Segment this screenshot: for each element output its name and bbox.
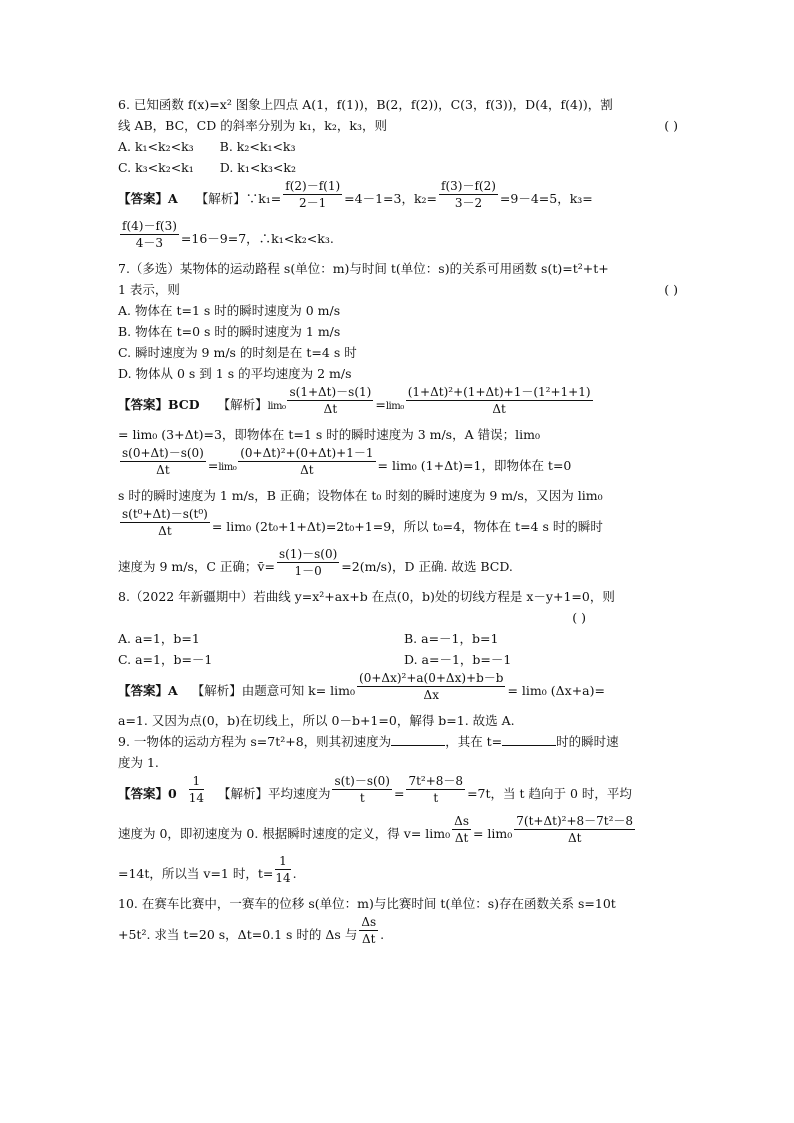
fraction: $\frac{f(3)-f(2)}{3-2}$	[441, 179, 496, 210]
q7-explanation-line2: = lim₀ (3+Δt)=3，即物体在 t=1 s 时的瞬时速度为 3 m/s，A 错误；lim₀	[118, 427, 540, 442]
q10-stem-line2: +5t². 求当 t=20 s，Δt=0.1 s 时的 Δs 与 $\frac{\Delta s}{\Delta t}$ .	[118, 915, 385, 946]
fraction: $\frac{\Delta s}{\Delta t}$	[454, 814, 469, 845]
limit-symbol: lim₀	[267, 401, 286, 412]
option-b: B. k₂<k₁<k₃	[219, 139, 296, 154]
q6-explanation-line1: 【答案】A 【解析】∵k₁= $\frac{f(2)-f(1)}{2-1}$ =4－1=3，k₂= $\frac{f(3)-f(2)}{3-2}$ =9－4=5，k₃=	[118, 179, 593, 210]
q6-stem-line1: 6. 已知函数 f(x)=x² 图象上四点 A(1，f(1))，B(2，f(2))，C(3，f(3))，D(4，f(4))，割	[118, 97, 613, 112]
q9-stem-line1: 9. 一物体的运动方程为 s=7t²+8，则其初速度为 ，其在 t= 时的瞬时速	[118, 734, 619, 749]
fraction: $\frac{\text{(0+Δx)²+a(0+Δx)+b－b}}{\Delta x}$	[359, 671, 504, 702]
q9-explanation-line1: 【答案】0 $\frac{1}{14}$ 【解析】平均速度为 $\frac{s(t)-s(0)}{t}$ = $\frac{\text{7t²+8－8}}{t}$ =7t，当 t 趋向于 0 时，平均	[118, 774, 632, 805]
answer-bracket: ( )	[664, 118, 678, 133]
fill-blank	[502, 733, 556, 746]
fraction: $\frac{f(2)-f(1)}{2-1}$	[285, 179, 341, 210]
q8-explanation-line2: a=1. 又因为点(0，b)在切线上，所以 0－b+1=0，解得 b=1. 故选 A.	[118, 713, 515, 728]
fraction: $\frac{s(t)-s(0)}{t}$	[334, 774, 390, 805]
q7-explanation-line6: 速度为 9 m/s，C 正确；v̄= $\frac{s(1)-s(0)}{1-0}$ =2(m/s)，D 正确. 故选 BCD.	[118, 547, 513, 578]
option-d: D. k₁<k₃<k₂	[219, 160, 296, 175]
q7-stem-line2: 1 表示，则 ( )	[118, 279, 678, 300]
option-d: D. a=－1，b=－1	[404, 652, 512, 667]
fill-blank	[391, 733, 445, 746]
q7-option-a: A. 物体在 t=1 s 时的瞬时速度为 0 m/s	[118, 303, 341, 318]
option-c: C. k₃<k₂<k₁	[118, 160, 194, 175]
option-a: A. k₁<k₂<k₃	[118, 139, 194, 154]
page-content	[118, 94, 678, 954]
q7-explanation-line5: $\frac{\text{s(t⁰+Δt)－s(t⁰)}}{\Delta t}$ = lim₀ (2t₀+1+Δt)=2t₀+1=9，所以 t₀=4，物体在 t=4 s 时的瞬时	[122, 507, 603, 538]
q6-options-row1	[118, 136, 678, 157]
q8-options-row1	[118, 628, 678, 649]
q6-stem-line2: 线 AB，BC，CD 的斜率分别为 k₁，k₂，k₃，则 ( )	[118, 115, 678, 136]
answer-bracket: ( )	[664, 282, 678, 297]
option-c: C. a=1，b=－1	[118, 652, 213, 667]
fraction: $\frac{\Delta s}{\Delta t}$	[361, 915, 377, 946]
q7-stem-line1: 7.（多选）某物体的运动路程 s(单位：m)与时间 t(单位：s)的关系可用函数 s(t)=t²+t+	[118, 261, 609, 276]
option-b: B. a=－1，b=1	[404, 631, 499, 646]
fraction: $\frac{\text{7(t+Δt)²+8－7t²－8}}{\Delta t}$	[516, 814, 634, 845]
q7-explanation-line3: $\frac{s(0+\Delta t)-s(0)}{\Delta t}$ =lim₀ $\frac{\text{(0+Δt)²+(0+Δt)+1－1}}{\Delta t}$ = lim₀ (1+Δt)=1，即物体在 t=0	[122, 446, 572, 477]
q6-explanation-line2: $\frac{f(4)-f(3)}{4-3}$ =16－9=7，∴k₁<k₂<k₃.	[122, 219, 334, 250]
q8-stem-line1: 8.（2022 年新疆期中）若曲线 y=x²+ax+b 在点(0，b)处的切线方程是 x－y+1=0，则	[118, 589, 615, 604]
answer-label: 【答案】BCD	[118, 397, 200, 412]
option-a: A. a=1，b=1	[118, 631, 200, 646]
fraction: $\frac{\text{(0+Δt)²+(0+Δt)+1－1}}{\Delta t}$	[240, 446, 374, 477]
answer-label: 【答案】0	[118, 786, 177, 801]
q9-stem-line2: 度为 1.	[118, 755, 159, 770]
q9-explanation-line2: 速度为 0，即初速度为 0. 根据瞬时速度的定义，得 v= lim₀ $\frac{\Delta s}{\Delta t}$ = lim₀ $\frac{\text{7(t+Δt)²+8－7t²－8}}{\Delta t}$	[118, 814, 634, 845]
answer-label: 【答案】A	[118, 683, 178, 698]
q7-option-d: D. 物体从 0 s 到 1 s 的平均速度为 2 m/s	[118, 366, 352, 381]
q7-explanation-line4: s 时的瞬时速度为 1 m/s，B 正确；设物体在 t₀ 时刻的瞬时速度为 9 m/s，又因为 lim₀	[118, 488, 603, 503]
q7-explanation-line1: 【答案】BCD 【解析】lim₀ $\frac{s(1+\Delta t)-s(1)}{\Delta t}$ =lim₀ $\frac{\text{(1+Δt)²+(1+Δt)+1－(1²+1+1)}}{\Delta t}$	[118, 385, 591, 416]
fraction: $\frac{\text{s(t⁰+Δt)－s(t⁰)}}{\Delta t}$	[122, 507, 208, 538]
fraction: $\frac{s(1+\Delta t)-s(1)}{\Delta t}$	[289, 385, 372, 416]
q9-explanation-line3: =14t，所以当 v=1 时，t= $\frac{1}{14}$ .	[118, 854, 297, 885]
answer-bracket: ( )	[572, 610, 586, 625]
answer-label: 【答案】A	[118, 191, 178, 206]
q7-option-b: B. 物体在 t=0 s 时的瞬时速度为 1 m/s	[118, 324, 341, 339]
q10-stem-line1: 10. 在赛车比赛中，一赛车的位移 s(单位：m)与比赛时间 t(单位：s)存在函数关系 s=10t	[118, 896, 616, 911]
fraction: $\frac{f(4)-f(3)}{4-3}$	[122, 219, 177, 250]
explanation-label: 【解析】	[217, 397, 268, 412]
q8-explanation-line1: 【答案】A 【解析】由题意可知 k= lim₀ $\frac{\text{(0+Δx)²+a(0+Δx)+b－b}}{\Delta x}$ = lim₀ (Δx+a)=	[118, 671, 605, 702]
fraction: $\frac{s(1)-s(0)}{1-0}$	[278, 547, 338, 578]
fraction: $\frac{s(0+\Delta t)-s(0)}{\Delta t}$	[122, 446, 204, 477]
q8-options-row2	[118, 649, 678, 670]
fraction: $\frac{1}{14}$	[188, 774, 204, 805]
q6-options-row2	[118, 157, 678, 178]
q8-bracket-line	[118, 607, 678, 628]
fraction: $\frac{\text{(1+Δt)²+(1+Δt)+1－(1²+1+1)}}{\Delta t}$	[407, 385, 591, 416]
fraction: $\frac{\text{7t²+8－8}}{t}$	[408, 774, 464, 805]
explanation-label: 【解析】∵k₁=	[195, 191, 282, 206]
q7-option-c: C. 瞬时速度为 9 m/s 的时刻是在 t=4 s 时	[118, 345, 357, 360]
fraction: $\frac{1}{14}$	[275, 854, 291, 885]
